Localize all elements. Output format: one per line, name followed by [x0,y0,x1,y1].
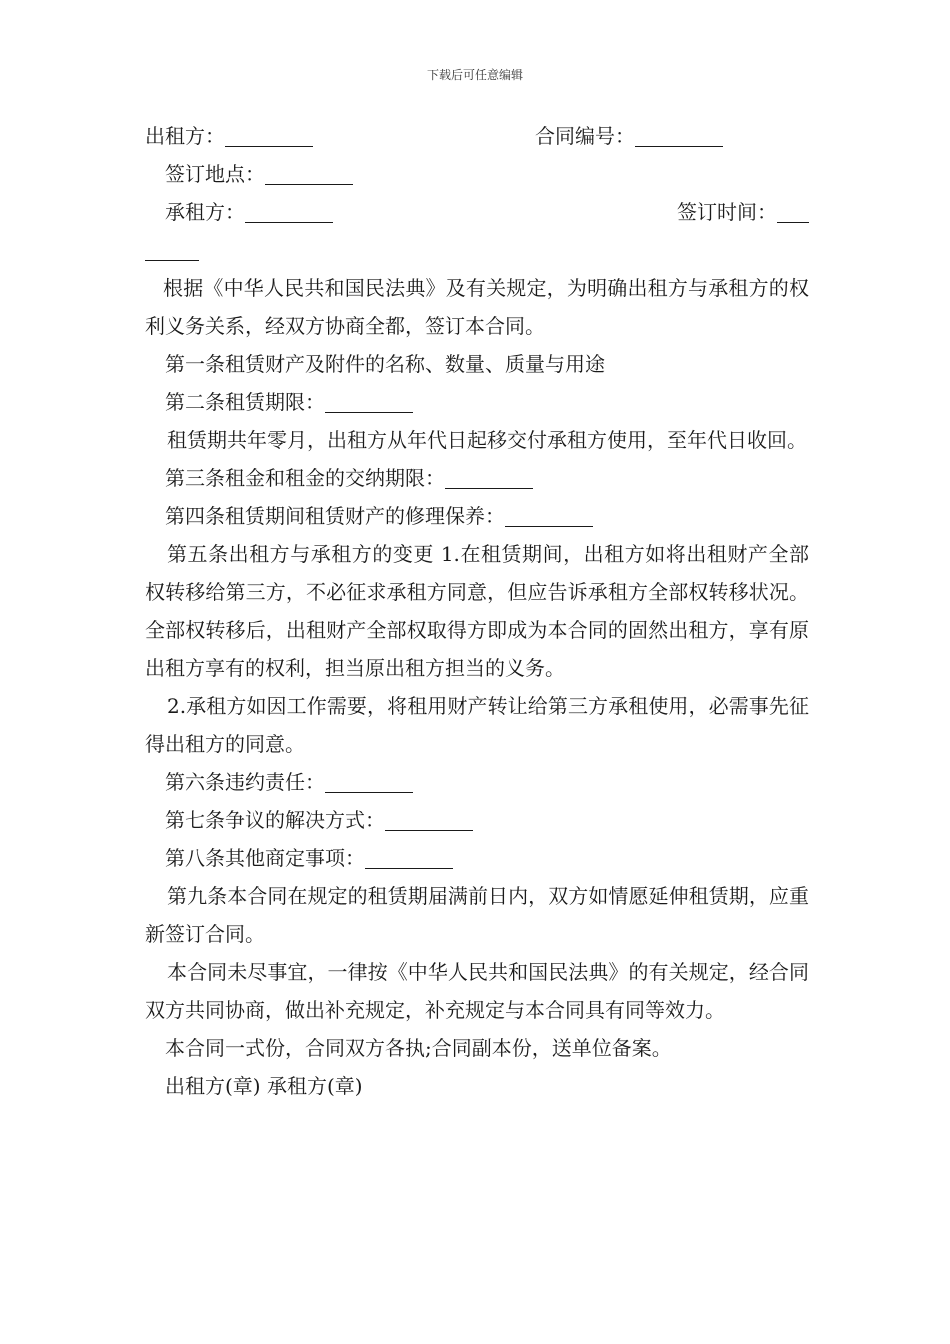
lessee-blank [245,200,333,223]
sign-time-blank-continued [145,238,199,261]
sign-time-blank-continued-row [145,231,809,269]
article-8 [145,839,809,877]
sign-place-label: 签订地点： [165,162,265,186]
sign-time-blank [777,200,809,223]
article-6-label: 第六条违约责任： [165,770,325,794]
article-2-label: 第二条租赁期限： [165,390,325,414]
supplement-paragraph: 本合同未尽事宜，一律按《中华人民共和国民法典》的有关规定，经合同双方共同协商，做出补充规定，补充规定与本合同具有同等效力。 [145,960,809,1022]
article-8-label: 第八条其他商定事项： [165,846,365,870]
contract-no-label: 合同编号： [535,124,635,148]
article-2 [145,383,809,421]
sign-place-blank [265,162,353,185]
article-6-blank [325,770,413,793]
lessee-label: 承租方： [165,200,245,224]
page-header-note: 下载后可任意编辑 [426,68,523,82]
article-3 [145,459,809,497]
sign-time-label: 签订时间： [677,200,777,224]
article-9: 第九条本合同在规定的租赁期届满前日内，双方如情愿延伸租赁期，应重新签订合同。 [145,884,809,946]
article-7-blank [385,808,473,831]
article-3-blank [445,466,533,489]
lessor-contract-no-row [145,117,809,155]
article-2-detail: 租赁期共年零月，出租方从年代日起移交付承租方使用，至年代日收回。 [167,428,807,452]
sign-place-row [145,155,809,193]
contract-no-blank [635,124,723,147]
article-2-blank [325,390,413,413]
article-4-blank [505,504,593,527]
article-5: 第五条出租方与承租方的变更 1.在租赁期间，出租方如将出租财产全部权转移给第三方，不必征求承租方同意，但应告诉承租方全部权转移状况。全部权转移后，出租财产全部权取得方即成为本合同的固然出租方，享有原出租方享有的权利，担当原出租方担当的义务。 [145,542,809,680]
article-1: 第一条租赁财产及附件的名称、数量、质量与用途 [165,352,605,376]
intro-paragraph: 根据《中华人民共和国民法典》及有关规定，为明确出租方与承租方的权利义务关系，经双方协商全都，签订本合同。 [145,276,809,338]
article-8-blank [365,846,453,869]
contract-document [145,117,809,1105]
article-4-label: 第四条租赁期间租赁财产的修理保养： [165,504,505,528]
article-6 [145,763,809,801]
lessor-blank [225,124,313,147]
lessee-sign-time-row [145,193,809,231]
article-7 [145,801,809,839]
article-5-clause-2: 2.承租方如因工作需要，将租用财产转让给第三方承租使用，必需事先征得出租方的同意。 [145,694,809,756]
signature-line: 出租方(章) 承租方(章) [165,1074,363,1098]
article-7-label: 第七条争议的解决方式： [165,808,385,832]
article-3-label: 第三条租金和租金的交纳期限： [165,466,445,490]
copies-paragraph: 本合同一式份，合同双方各执;合同副本份，送单位备案。 [165,1036,672,1060]
lessor-label: 出租方： [145,124,225,148]
article-4 [145,497,809,535]
